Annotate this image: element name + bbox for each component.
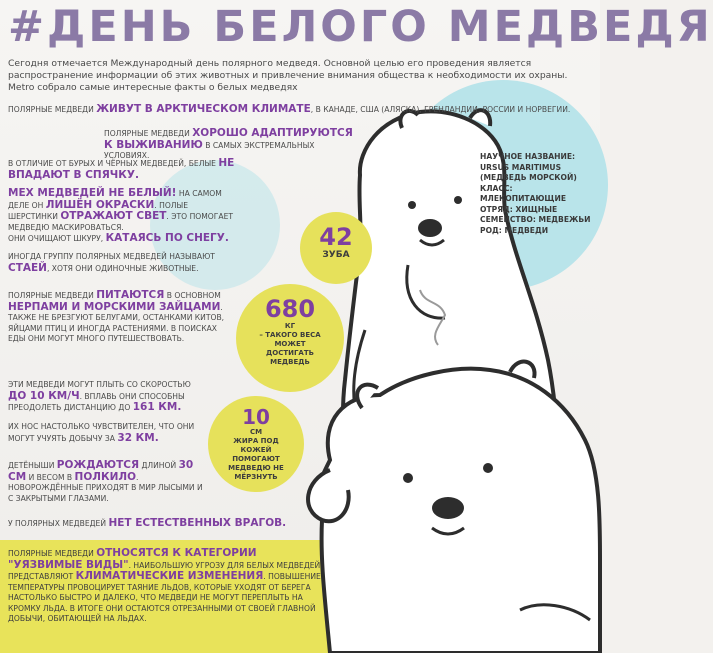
fact-fur: МЕХ МЕДВЕДЕЙ НЕ БЕЛЫЙ! НА САМОМ ДЕЛЕ ОН ЛИШЁН ОКРАСКИ. ПОЛЫЕ ШЕРСТИНКИ ОТРАЖАЮТ СВЕТ. ЭТО ПОМОГАЕТ МЕДВЕДЮ МАСКИРОВАТЬСЯ. bbox=[8, 187, 234, 232]
bubble-fat bbox=[208, 396, 304, 492]
fat-label: ЖИРА ПОД КОЖЕЙ ПОМОГАЮТ МЕДВЕДЮ НЕ МЁРЗНУТЬ bbox=[228, 437, 284, 481]
fact-group: ИНОГДА ГРУППУ ПОЛЯРНЫХ МЕДВЕДЕЙ НАЗЫВАЮТ СТАЕЙ, ХОТЯ ОНИ ОДИНОЧНЫЕ ЖИВОТНЫЕ. bbox=[8, 252, 215, 274]
weight-label: – ТАКОГО ВЕСА МОЖЕТ ДОСТИГАТЬ МЕДВЕДЬ bbox=[259, 331, 321, 366]
fact-enemies: У ПОЛЯРНЫХ МЕДВЕДЕЙ НЕТ ЕСТЕСТВЕННЫХ ВРАГОВ. bbox=[8, 517, 287, 529]
weight-unit: КГ bbox=[284, 322, 296, 330]
sci-name-label: НАУЧНОЕ НАЗВАНИЕ: bbox=[480, 152, 576, 161]
bear-eye bbox=[483, 463, 493, 473]
sci-genus: РОД: МЕДВЕДИ bbox=[480, 225, 549, 235]
fact-vulnerable: ПОЛЯРНЫЕ МЕДВЕДИ ОТНОСЯТСЯ К КАТЕГОРИИ "УЯЗВИМЫЕ ВИДЫ". НАИБОЛЬШУЮ УГРОЗУ ДЛЯ БЕЛЫХ МЕДВЕДЕЙ ПРЕДСТАВЛЯЮТ КЛИМАТИЧЕСКИЕ ИЗМЕНЕНИЯ. ПОВЫШЕНИЕ ТЕМПЕРАТУРЫ ПРОВОЦИРУЕТ ТАЯНИЕ ЛЬДОВ, КОТОРЫЕ УХОДЯТ ОТ БЕРЕГА НАСТОЛЬКО БЫСТРО И ДАЛЕКО, ЧТО МЕДВЕДИ НЕ МОГУТ ПЕРЕПЛЫТЬ НА КРОМКУ ЛЬДА. В ИТОГЕ ОНИ ОСТАЮТСЯ ОТРЕЗАННЫМИ ОТ СВОЕЙ ГЛАВНОЙ ДОБЫЧИ, ОБИТАЮЩЕЙ НА ЛЬДАХ. bbox=[8, 547, 321, 623]
bear-eye bbox=[454, 196, 462, 204]
weight-number: 680 bbox=[264, 295, 316, 323]
scientific-classification bbox=[480, 152, 598, 236]
bear-eye bbox=[408, 201, 416, 209]
teeth-label: ЗУБА bbox=[322, 250, 350, 260]
bear-nose bbox=[432, 497, 464, 519]
sci-name-value: URSUS MARITIMUS (МЕДВЕДЬ МОРСКОЙ) bbox=[480, 162, 577, 182]
teeth-number: 42 bbox=[319, 223, 353, 251]
fact-diet: ПОЛЯРНЫЕ МЕДВЕДИ ПИТАЮТСЯ В ОСНОВНОМ НЕРПАМИ И МОРСКИМИ ЗАЙЦАМИ. ТАКЖЕ НЕ БРЕЗГУЮТ БЕЛУГАМИ, ОСТАНКАМИ КИТОВ, ЯЙЦАМИ ПТИЦ И ИНОГДА РАСТЕНИЯМИ. В ПОИСКАХ ЕДЫ ОНИ МОГУТ МНОГО ПУТЕШЕСТВОВАТЬ. bbox=[8, 289, 225, 343]
fat-number: 10 bbox=[242, 405, 270, 429]
bubble-weight bbox=[236, 284, 344, 392]
sci-family: СЕМЕЙСТВО: МЕДВЕЖЬИ bbox=[480, 215, 591, 224]
sci-order: ОТРЯД: ХИЩНЫЕ bbox=[480, 204, 558, 214]
fact-nose: ИХ НОС НАСТОЛЬКО ЧУВСТВИТЕЛЕН, ЧТО ОНИ МОГУТ УЧУЯТЬ ДОБЫЧУ ЗА 32 КМ. bbox=[8, 422, 195, 444]
fact-swimming: ЭТИ МЕДВЕДИ МОГУТ ПЛЫТЬ СО СКОРОСТЬЮ ДО 10 КМ/Ч. ВПЛАВЬ ОНИ СПОСОБНЫ ПРЕОДОЛЕТЬ ДИСТАНЦИЮ ДО 161 КМ. bbox=[8, 380, 191, 413]
bear-nose bbox=[418, 219, 442, 237]
sci-class: КЛАСС: МЛЕКОПИТАЮЩИЕ bbox=[480, 183, 567, 203]
fact-cubs: ДЕТЁНЫШИ РОЖДАЮТСЯ ДЛИНОЙ 30 СМ И ВЕСОМ В ПОЛКИЛО. НОВОРОЖДЁННЫЕ ПРИХОДЯТ В МИР ЛЫСЫМИ И С ЗАКРЫТЫМИ ГЛАЗАМИ. bbox=[8, 459, 203, 503]
intro-paragraph: Сегодня отмечается Международный день полярного медведя. Основной целью его проведения является распространение информации об этих животных и привлечение внимания общества к необходимости их охраны. Metro собрало самые интересные факты о белых медведях bbox=[8, 58, 568, 93]
bear-eye bbox=[403, 473, 413, 483]
fat-unit: СМ bbox=[249, 428, 263, 436]
fact-cleaning: ОНИ ОЧИЩАЮТ ШКУРУ, КАТАЯСЬ ПО СНЕГУ. bbox=[8, 232, 229, 244]
bubble-teeth bbox=[300, 212, 372, 284]
fact-habitat: ПОЛЯРНЫЕ МЕДВЕДИ ЖИВУТ В АРКТИЧЕСКОМ КЛИМАТЕ, В КАНАДЕ, США (АЛЯСКА), ГРЕНЛАНДИИ, РОССИИ И НОРВЕГИИ. bbox=[8, 103, 571, 115]
page-title: #ДЕНЬ БЕЛОГО МЕДВЕДЯ bbox=[8, 2, 713, 52]
fact-adaptation: ПОЛЯРНЫЕ МЕДВЕДИ ХОРОШО АДАПТИРУЮТСЯ К ВЫЖИВАНИЮ В САМЫХ ЭКСТРЕМАЛЬНЫХ УСЛОВИЯХ. bbox=[104, 127, 353, 160]
fact-hibernation: В ОТЛИЧИЕ ОТ БУРЫХ И ЧЁРНЫХ МЕДВЕДЕЙ, БЕЛЫЕ НЕ ВПАДАЮТ В СПЯЧКУ. bbox=[8, 157, 235, 181]
